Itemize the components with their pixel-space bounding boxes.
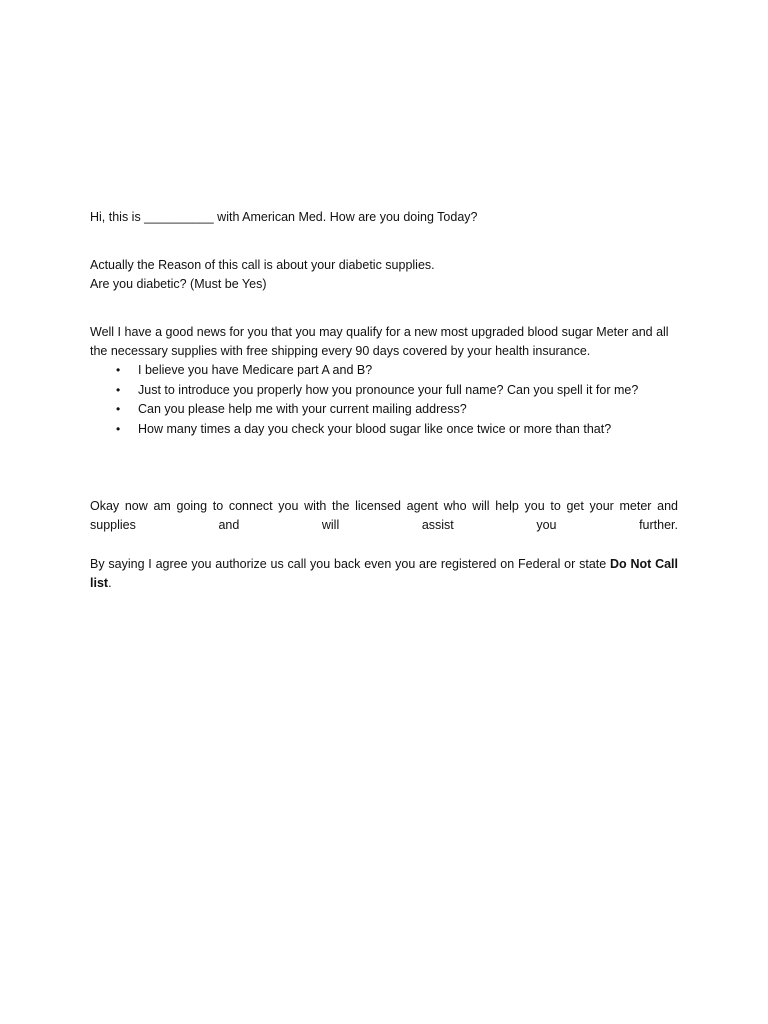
question-list bbox=[90, 361, 678, 439]
question-text: I believe you have Medicare part A and B? bbox=[138, 363, 373, 377]
bullet-icon: • bbox=[116, 363, 121, 377]
list-item bbox=[90, 381, 678, 401]
script-body bbox=[90, 208, 678, 593]
greeting-paragraph: Hi, this is __________ with American Med. How are you doing Today? bbox=[90, 210, 478, 224]
consent-period: . bbox=[108, 576, 112, 590]
question-text: Just to introduce you properly how you pronounce your full name? Can you spell it for me? bbox=[138, 382, 639, 397]
list-item bbox=[90, 361, 678, 381]
reason-line-2: Are you diabetic? (Must be Yes) bbox=[90, 277, 267, 291]
question-text: Can you please help me with your current mailing address? bbox=[138, 402, 467, 416]
reason-line-1: Actually the Reason of this call is about your diabetic supplies. bbox=[90, 258, 435, 272]
bullet-icon: • bbox=[116, 421, 121, 436]
list-item bbox=[90, 400, 678, 420]
list-item bbox=[90, 420, 678, 440]
bullet-icon: • bbox=[116, 402, 121, 416]
question-text: How many times a day you check your blood sugar like once twice or more than that? bbox=[138, 421, 612, 436]
consent-paragraph bbox=[90, 555, 678, 593]
do-not-call-emphasis: Do Not Call list bbox=[90, 557, 679, 590]
reason-paragraph bbox=[90, 256, 678, 294]
bullet-icon: • bbox=[116, 382, 121, 397]
offer-paragraph: Well I have a good news for you that you may qualify for a new most upgraded blood sugar Meter and all the necessary supplies with free shipping every 90 days covered by your health insurance. bbox=[90, 325, 669, 358]
consent-text: By saying I agree you authorize us call you back even you are registered on Federal or state bbox=[90, 557, 610, 571]
connect-paragraph: Okay now am going to connect you with the licensed agent who will help you to get your meter and supplies and will assist you further. bbox=[90, 499, 678, 532]
